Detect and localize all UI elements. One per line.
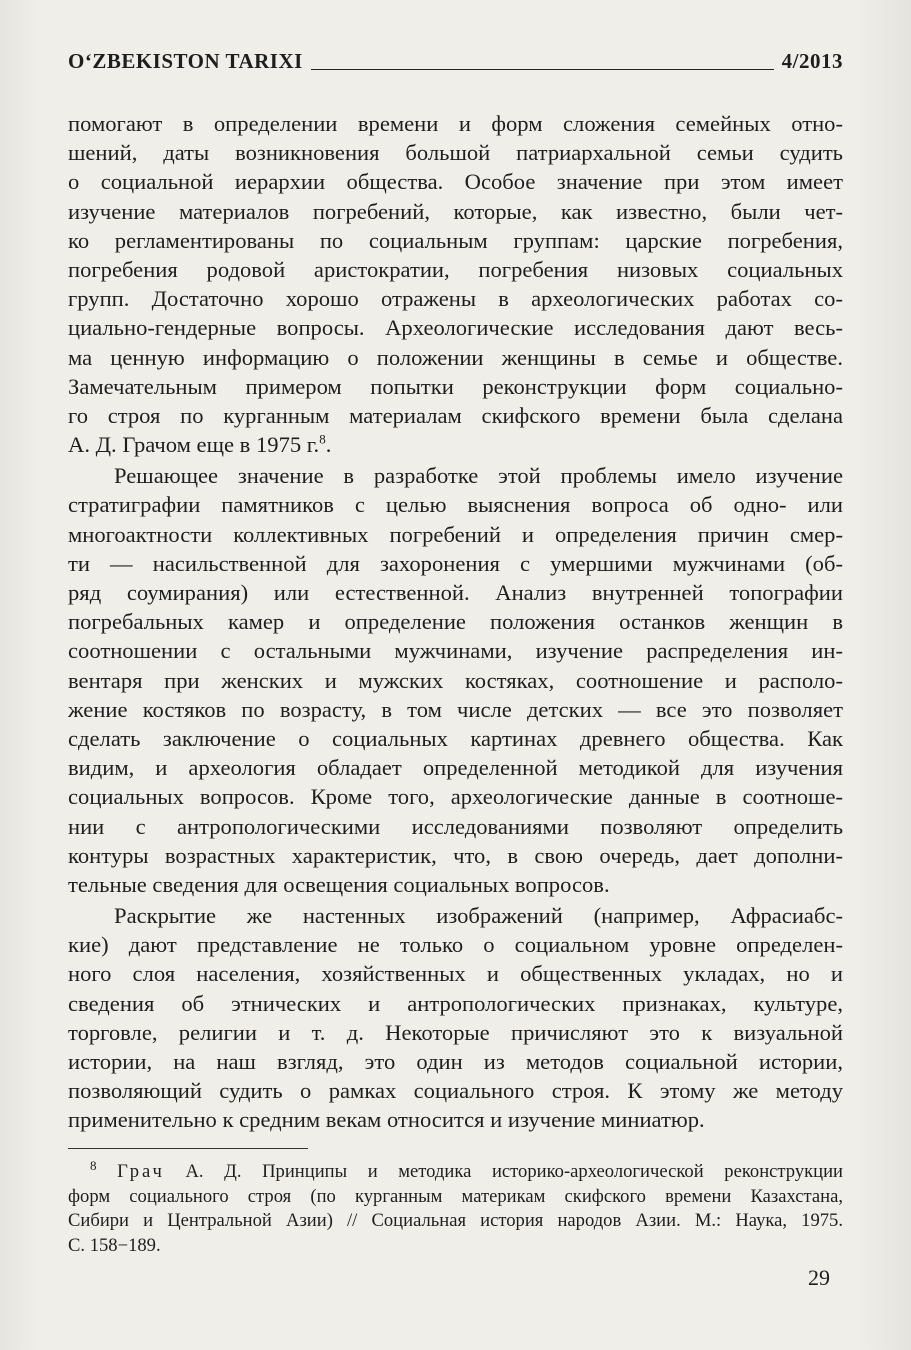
text-line: тельные сведения для освещения социальных вопросов.	[68, 871, 610, 897]
text-line: жение костяков по возрасту, в том числе детских — все это позволяет	[68, 696, 843, 722]
text-line: истории, на наш взгляд, это один из методов социальной истории,	[68, 1049, 843, 1074]
text-line: циально-гендерные вопросы. Археологические исследования дают весь-	[68, 315, 843, 341]
text-line: социальных вопросов. Кроме того, археологические данные в соотноше-	[68, 784, 843, 810]
paragraph-1	[68, 109, 843, 459]
text-line: групп. Достаточно хорошо отражены в археологических работах со-	[68, 286, 843, 312]
text-line: контуры возрастных характеристик, что, в свою очередь, дает дополни-	[68, 842, 843, 868]
text-line-content: А. Д. Грачом еще в 1975 г.	[68, 432, 320, 458]
text-line: Замечательным примером попытки реконструкции форм социально-	[68, 373, 843, 399]
text-line: ного слоя населения, хозяйственных и общественных укладах, но и	[68, 961, 843, 987]
text-line: изучение материалов погребений, которые, как известно, были чет-	[68, 198, 843, 224]
text-line: шений, даты возникновения большой патриархальной семьи судить	[68, 140, 843, 166]
text-line	[68, 430, 843, 459]
footnote-line	[68, 1157, 843, 1185]
footnote-reference[interactable]: 8	[319, 431, 326, 447]
footnote-line: Сибири и Центральной Азии) // Социальная история народов Азии. М.: Наука, 1975.	[68, 1210, 843, 1232]
text-line: кие) дают представление не только о социальном уровне определен-	[68, 932, 843, 958]
footnote-line: С. 158−189.	[68, 1234, 161, 1256]
text-line: ти — насильственной для захоронения с умершими мужчинами (об-	[68, 550, 843, 576]
text-line: стратиграфии памятников с целью выяснения вопроса об одно- или	[68, 492, 843, 518]
sentence-end: .	[325, 432, 332, 458]
footnote-number: 8	[90, 1157, 97, 1173]
issue-number: 4/2013	[781, 49, 843, 73]
text-line: Раскрытие же настенных изображений (например, Афрасиабс-	[114, 903, 843, 929]
text-line: вентаря при женских и мужских костяках, соотношение и располо-	[68, 667, 843, 693]
text-line: о социальной иерархии общества. Особое значение при этом имеет	[68, 169, 843, 195]
text-line: ряд соумирания) или естественной. Анализ внутренней топографии	[68, 580, 843, 605]
text-line: применительно к средним векам относится и изучение миниатюр.	[68, 1107, 705, 1133]
journal-title: O‘ZBEKISTON TARIXI	[68, 49, 303, 73]
footnote-line: форм социального строя (по курганным материкам скифского времени Казахстана,	[68, 1185, 843, 1207]
text-line: Решающее значение в разработке этой проблемы имело изучение	[114, 463, 843, 489]
text-line: помогают в определении времени и форм сложения семейных отно-	[68, 111, 843, 136]
text-line: ко регламентированы по социальным группам: царские погребения,	[68, 227, 843, 253]
footnote-text: А. Д. Принципы и методика историко-археологической реконструкции	[185, 1161, 843, 1182]
footnote-separator	[68, 1148, 308, 1149]
text-line: позволяющий судить о рамках социального строя. К этому же методу	[68, 1078, 843, 1104]
text-line: видим, и археология обладает определенной методикой для изучения	[68, 755, 843, 781]
text-line: го строя по курганным материалам скифского времени была сделана	[68, 402, 843, 428]
text-line: ма ценную информацию о положении женщины в семье и обществе.	[68, 344, 843, 370]
page-number: 29	[808, 1265, 830, 1290]
text-line: многоактности коллективных погребений и определения причин смер-	[68, 521, 843, 547]
text-line: нии с антропологическими исследованиями позволяют определить	[68, 813, 843, 839]
footnote-author: Грач	[117, 1161, 165, 1182]
footnote	[68, 1157, 843, 1258]
header-rule	[311, 69, 774, 70]
paragraph-3	[68, 901, 843, 1135]
text-line: соотношении с остальными мужчинами, изучение распределения ин-	[68, 638, 843, 664]
running-header	[68, 46, 843, 76]
text-line: сделать заключение о социальных картинах древнего общества. Как	[68, 725, 843, 751]
text-line: погребения родовой аристократии, погребения низовых социальных	[68, 256, 843, 282]
text-line: торговле, религии и т. д. Некоторые причисляют это к визуальной	[68, 1019, 843, 1045]
paragraph-2	[68, 461, 843, 899]
body-text	[68, 109, 843, 1135]
text-line: сведения об этнических и антропологических признаках, культуре,	[68, 990, 843, 1016]
text-line: погребальных камер и определение положения останков женщин в	[68, 609, 843, 635]
